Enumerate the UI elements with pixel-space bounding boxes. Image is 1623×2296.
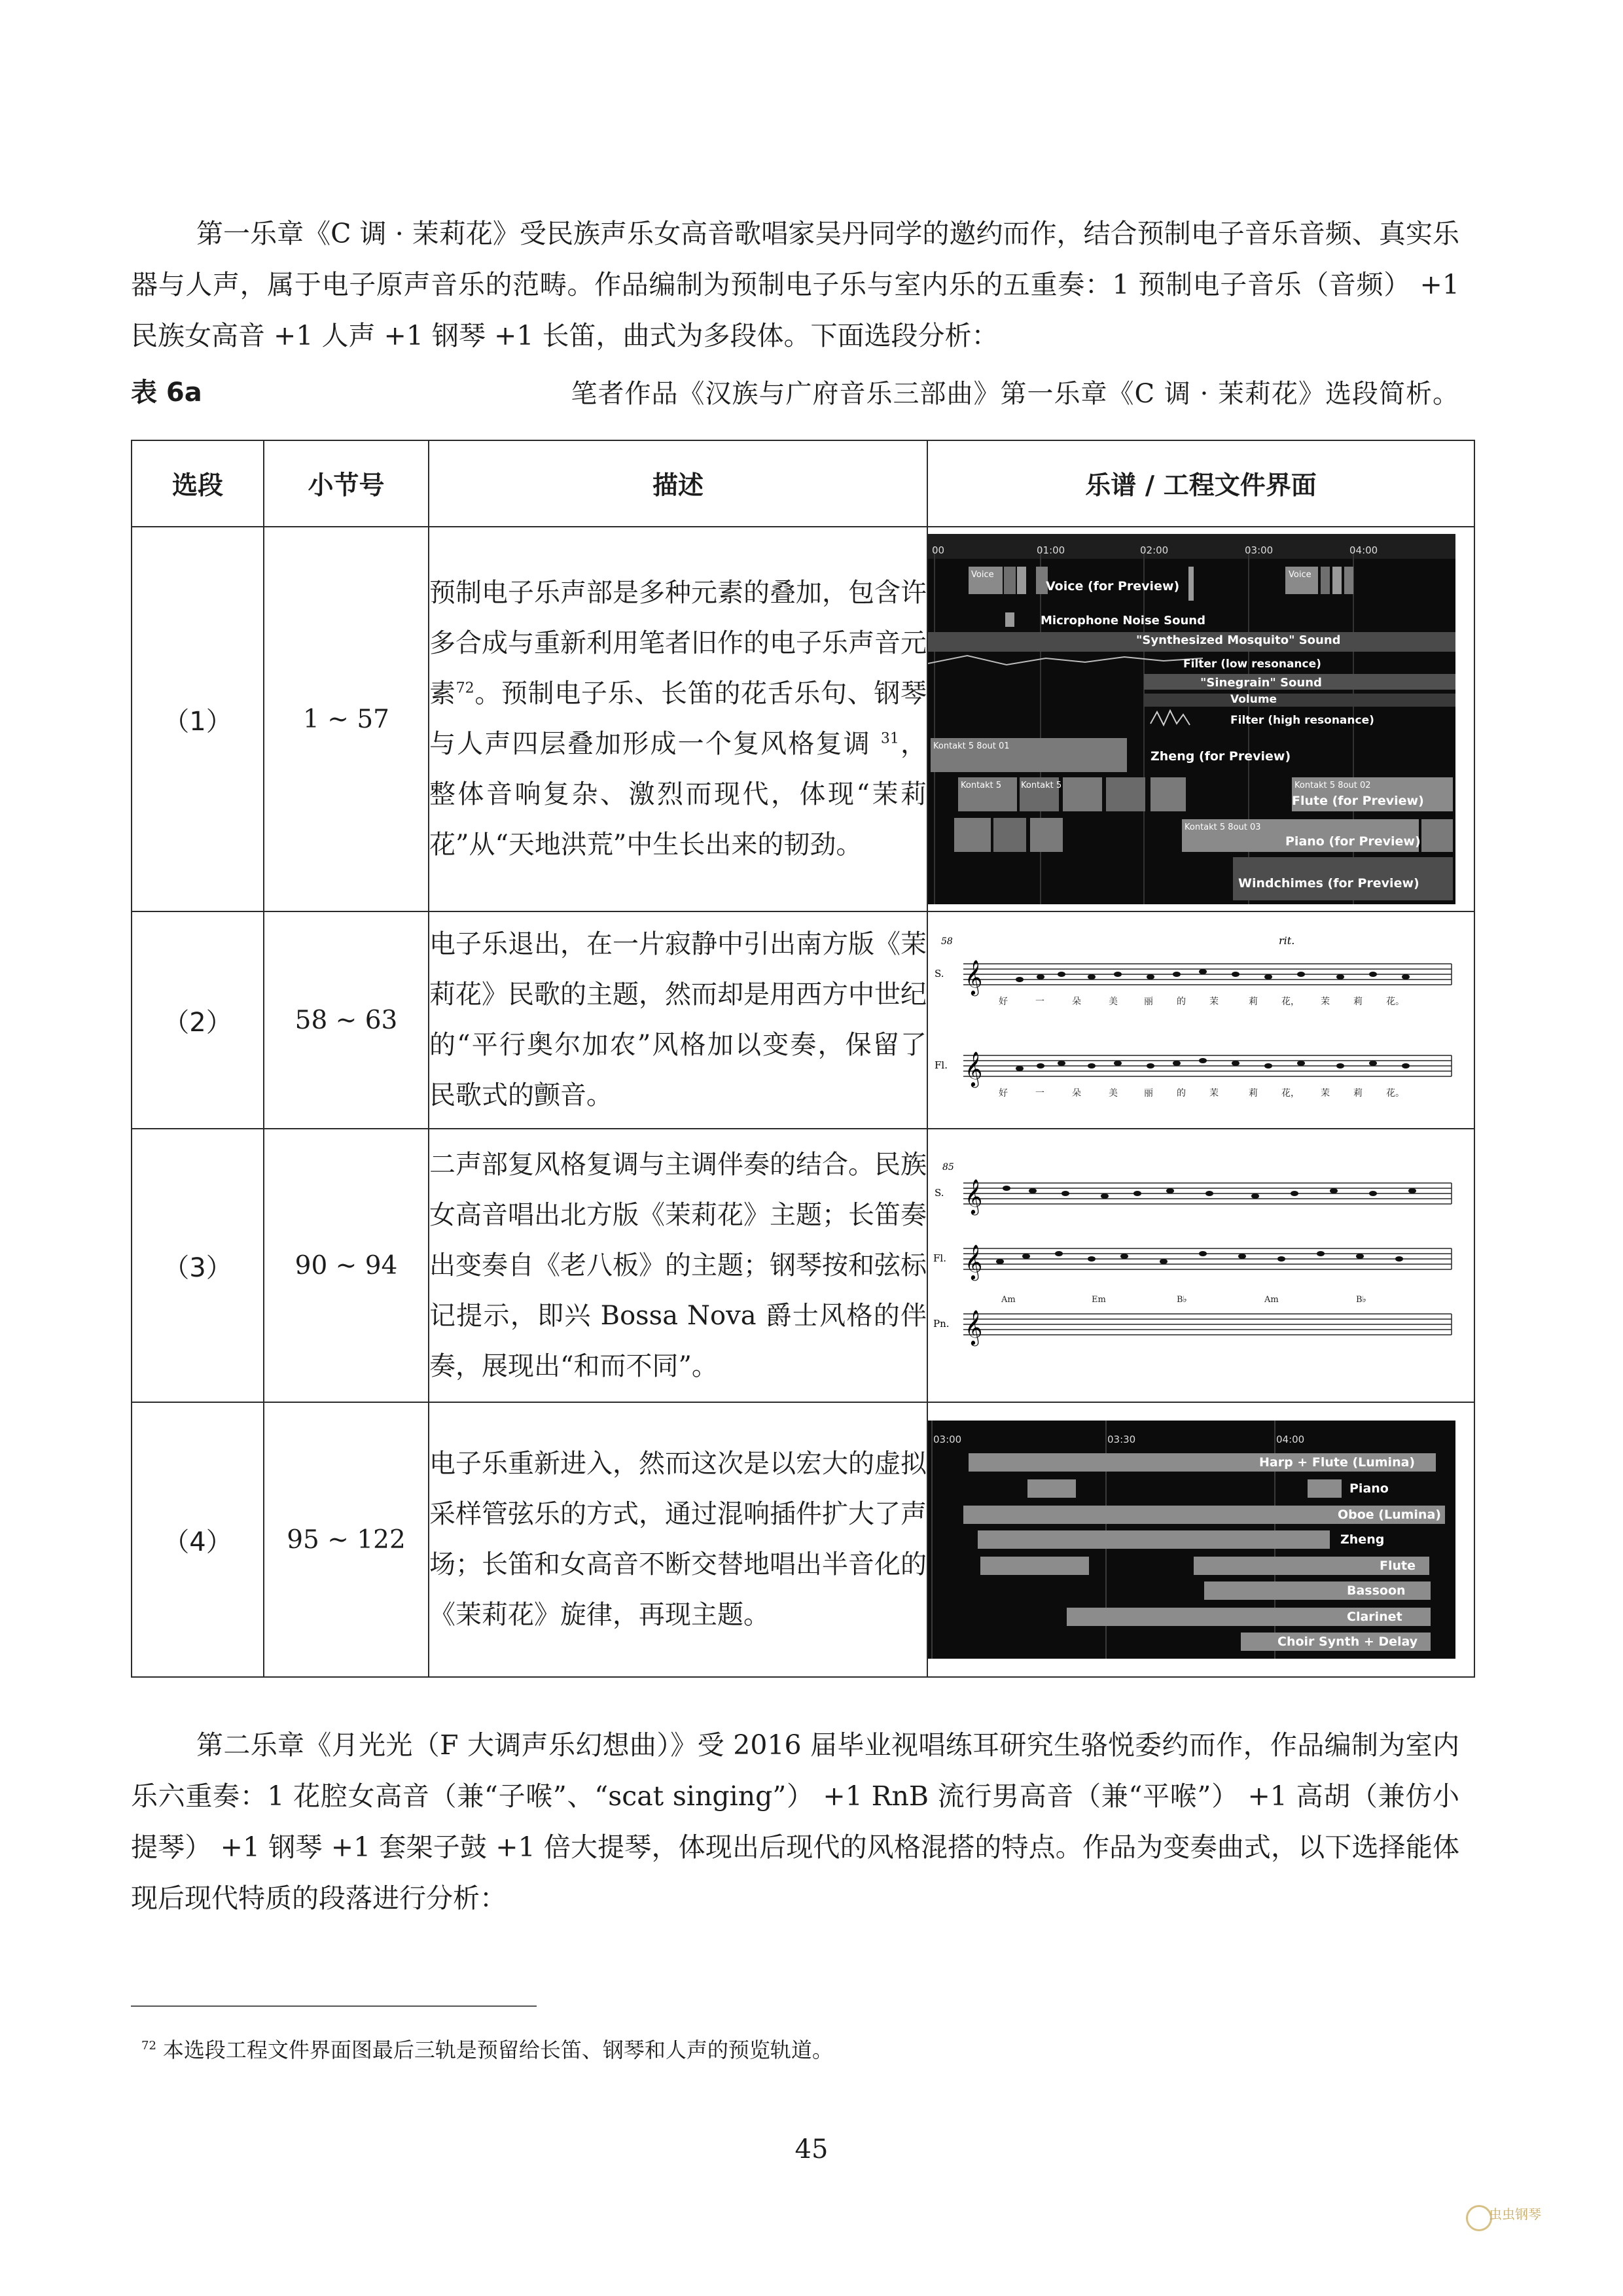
lyric: 莉 <box>1249 1088 1258 1099</box>
timeline-tick: 04:00 <box>1276 1434 1305 1445</box>
score-excerpt-3 <box>928 1146 1455 1382</box>
header-description: 描述 <box>429 440 927 527</box>
lyric: 花， <box>1281 997 1300 1007</box>
track-label: Choir Synth + Delay <box>1277 1634 1418 1649</box>
segment-cell: （4） <box>132 1402 264 1677</box>
measure-number: 85 <box>942 1162 954 1173</box>
table-caption-text: 笔者作品《汉族与广府音乐三部曲》第一乐章《C 调 · 茉莉花》选段简析。 <box>571 379 1459 409</box>
lyric: 的 <box>1177 1088 1186 1099</box>
track-label: Piano (for Preview) <box>1285 834 1421 849</box>
watermark-text: 虫虫钢琴 <box>1489 2206 1541 2222</box>
tempo-mark: rit. <box>1279 934 1295 947</box>
treble-clef-icon: 𝄞 <box>965 1051 983 1086</box>
daw-screenshot-cell <box>927 1402 1474 1677</box>
table-header-row <box>132 440 1474 527</box>
track-clip[interactable] <box>978 1530 1330 1549</box>
page-number: 45 <box>794 2134 829 2164</box>
track-label: Zheng (for Preview) <box>1150 749 1291 764</box>
bars-cell: 90 ~ 94 <box>264 1129 429 1402</box>
treble-clef-icon: 𝄞 <box>965 1244 983 1279</box>
bars-cell: 58 ~ 63 <box>264 911 429 1129</box>
measure-number: 58 <box>941 936 953 947</box>
track-clip[interactable] <box>1027 1479 1076 1498</box>
segment-cell: （2） <box>132 911 264 1129</box>
footnote-ref[interactable]: 72 <box>455 680 474 697</box>
score-excerpt-cell <box>927 911 1474 1129</box>
daw-screenshot-4 <box>928 1421 1455 1659</box>
bars-cell: 95 ~ 122 <box>264 1402 429 1677</box>
track-clip[interactable] <box>1308 1479 1342 1498</box>
footnote-text: 本选段工程文件界面图最后三轨是预留给长笛、钢琴和人声的预览轨道。 <box>162 2038 833 2062</box>
body-paragraph-1: 第一乐章《C 调 · 茉莉花》受民族声乐女高音歌唱家吴丹同学的邀约而作，结合预制电子音乐音频、真实乐器与人声，属于电子原声音乐的范畴。作品编制为预制电子乐与室内乐的五重奏：1 预制电子音乐（音频） +1 民族女高音 +1 人声 +1 钢琴 +1 长笛，曲式为多段体。下面选段分析： <box>131 218 1459 351</box>
table-row <box>132 527 1474 911</box>
score-excerpt-cell <box>927 1129 1474 1402</box>
analysis-table <box>131 440 1475 1678</box>
track-label: Flute (for Preview) <box>1292 794 1424 808</box>
chord-symbol: B♭ <box>1177 1295 1187 1305</box>
description-cell: 电子乐退出，在一片寂静中引出南方版《茉莉花》民歌的主题，然而却是用西方中世纪的“平行奥尔加农”风格加以变奏，保留了民歌式的颤音。 <box>429 911 927 1129</box>
body-paragraph-2: 第二乐章《月光光（F 大调声乐幻想曲）》受 2016 届毕业视唱练耳研究生骆悦委约而作，作品编制为室内乐六重奏：1 花腔女高音（兼“子喉”、“scat singing”） +1 RnB 流行男高音（兼“平喉”） +1 高胡（兼仿小提琴） +1 钢琴 +1 套架子鼓 +1 倍大提琴，体现出后现代的风格混搭的特点。作品为变奏曲式，以下选择能体现后现代特质的段落进行分析： <box>131 1729 1459 1914</box>
staff-label: Fl. <box>933 1252 946 1264</box>
segment-cell: （1） <box>132 527 264 911</box>
track-label: "Sinegrain" Sound <box>1200 676 1322 690</box>
track-label: Oboe (Lumina) <box>1338 1508 1441 1522</box>
lyric: 好 <box>999 997 1008 1007</box>
lyric: 茉 <box>1321 997 1330 1007</box>
timeline-tick: 02:00 <box>1140 544 1169 556</box>
table-caption-label: 表 6a <box>131 378 202 408</box>
track-label: Microphone Noise Sound <box>1041 614 1205 627</box>
lyric: 莉 <box>1353 1088 1363 1099</box>
description-text: ，整体音响复杂、激烈而现代，体现“茉莉花”从“天地洪荒”中生长出来的韧劲。 <box>429 729 927 860</box>
score-excerpt-2 <box>928 921 1455 1117</box>
lyric: 美 <box>1109 997 1118 1007</box>
treble-clef-icon: 𝄞 <box>965 959 983 995</box>
treble-clef-icon: 𝄞 <box>965 1309 983 1345</box>
lyric: 莉 <box>1249 997 1258 1007</box>
footnote <box>141 2034 833 2064</box>
table-row <box>132 1129 1474 1402</box>
timeline-tick: 03:00 <box>933 1434 962 1445</box>
lyric: 茉 <box>1321 1088 1330 1099</box>
timeline-tick: 03:30 <box>1107 1434 1136 1445</box>
track-label: Filter (low resonance) <box>1183 658 1321 671</box>
chord-symbol: B♭ <box>1356 1295 1366 1305</box>
track-label: Piano <box>1349 1481 1389 1496</box>
clip-label: Kontakt 5 <box>961 781 1002 790</box>
track-label: "Synthesized Mosquito" Sound <box>1136 633 1341 647</box>
staff-label: Fl. <box>935 1059 948 1071</box>
track-label: Flute <box>1380 1559 1416 1573</box>
lyric: 一 <box>1035 997 1044 1007</box>
clip-label: Kontakt 5 <box>1021 781 1062 790</box>
track-label: Bassoon <box>1347 1583 1406 1598</box>
daw-screenshot-1-graphic <box>928 534 1455 904</box>
clip-label: Voice <box>1289 570 1311 580</box>
segment-cell: （3） <box>132 1129 264 1402</box>
daw-screenshot-1 <box>928 534 1455 904</box>
lyric: 丽 <box>1144 997 1153 1007</box>
watermark-logo-icon <box>1466 2205 1492 2231</box>
timeline-tick: 04:00 <box>1349 544 1378 556</box>
timeline-tick: 03:00 <box>1245 544 1274 556</box>
lyric: 茉 <box>1209 1088 1219 1099</box>
lyric: 朵 <box>1072 997 1081 1007</box>
lyric: 莉 <box>1353 997 1363 1007</box>
track-label: Harp + Flute (Lumina) <box>1259 1455 1416 1470</box>
lyric: 花。 <box>1386 997 1404 1007</box>
clip-label: Kontakt 5 8out 01 <box>933 741 1010 751</box>
daw-screenshot-4-graphic <box>928 1421 1455 1659</box>
track-label: Clarinet <box>1347 1610 1402 1624</box>
header-bars: 小节号 <box>264 440 429 527</box>
staff-label: S. <box>935 968 944 980</box>
table-row <box>132 911 1474 1129</box>
description-text: 。预制电子乐、长笛的花舌乐句、钢琴与人声四层叠加形成一个复风格复调 <box>429 679 927 759</box>
header-score: 乐谱 / 工程文件界面 <box>927 440 1474 527</box>
description-cell <box>429 527 927 911</box>
staff-label: Pn. <box>933 1318 950 1330</box>
clip-label: Kontakt 5 8out 03 <box>1185 822 1261 832</box>
daw-screenshot-cell <box>927 527 1474 911</box>
timeline-tick: 00 <box>932 544 945 556</box>
footnote-ref[interactable]: 31 <box>880 730 899 747</box>
lyric: 一 <box>1035 1088 1044 1099</box>
lyric: 花， <box>1281 1088 1300 1099</box>
track-label: Windchimes (for Preview) <box>1238 876 1419 891</box>
track-label: Volume <box>1230 693 1277 706</box>
chord-symbol: Am <box>1264 1295 1279 1305</box>
clip-label: Voice <box>971 570 994 580</box>
table-row <box>132 1402 1474 1677</box>
track-label: Voice (for Preview) <box>1046 579 1180 593</box>
description-cell: 二声部复风格复调与主调伴奏的结合。民族女高音唱出北方版《茉莉花》主题；长笛奏出变奏自《老八板》的主题；钢琴按和弦标记提示，即兴 Bossa Nova 爵士风格的伴奏，展现出“和而不同”。 <box>429 1129 927 1402</box>
footnote-divider <box>131 2005 537 2007</box>
lyric: 茉 <box>1209 997 1219 1007</box>
lyric: 丽 <box>1144 1088 1153 1099</box>
lyric: 花。 <box>1386 1088 1404 1099</box>
lyric: 朵 <box>1072 1088 1081 1099</box>
timeline-tick: 01:00 <box>1037 544 1065 556</box>
clip-label: Kontakt 5 8out 02 <box>1294 781 1371 790</box>
lyric: 好 <box>999 1088 1008 1099</box>
description-cell: 电子乐重新进入，然而这次是以宏大的虚拟采样管弦乐的方式，通过混响插件扩大了声场；长笛和女高音不断交替地唱出半音化的《茉莉花》旋律，再现主题。 <box>429 1402 927 1677</box>
bars-cell: 1 ~ 57 <box>264 527 429 911</box>
footnote-number: 72 <box>141 2039 156 2053</box>
track-label: Filter (high resonance) <box>1230 714 1374 727</box>
staff-label: S. <box>935 1187 944 1199</box>
chord-symbol: Am <box>1001 1295 1016 1305</box>
track-label: Zheng <box>1340 1532 1385 1547</box>
lyric: 美 <box>1109 1088 1118 1099</box>
treble-clef-icon: 𝄞 <box>965 1178 983 1214</box>
lyric: 的 <box>1177 997 1186 1007</box>
header-segment: 选段 <box>132 440 264 527</box>
description-text: 预制电子乐声部是多种元素的叠加，包含许多合成与重新利用笔者旧作的电子乐声音元素 <box>429 578 927 709</box>
chord-symbol: Em <box>1092 1295 1106 1305</box>
track-clip[interactable] <box>980 1557 1089 1575</box>
